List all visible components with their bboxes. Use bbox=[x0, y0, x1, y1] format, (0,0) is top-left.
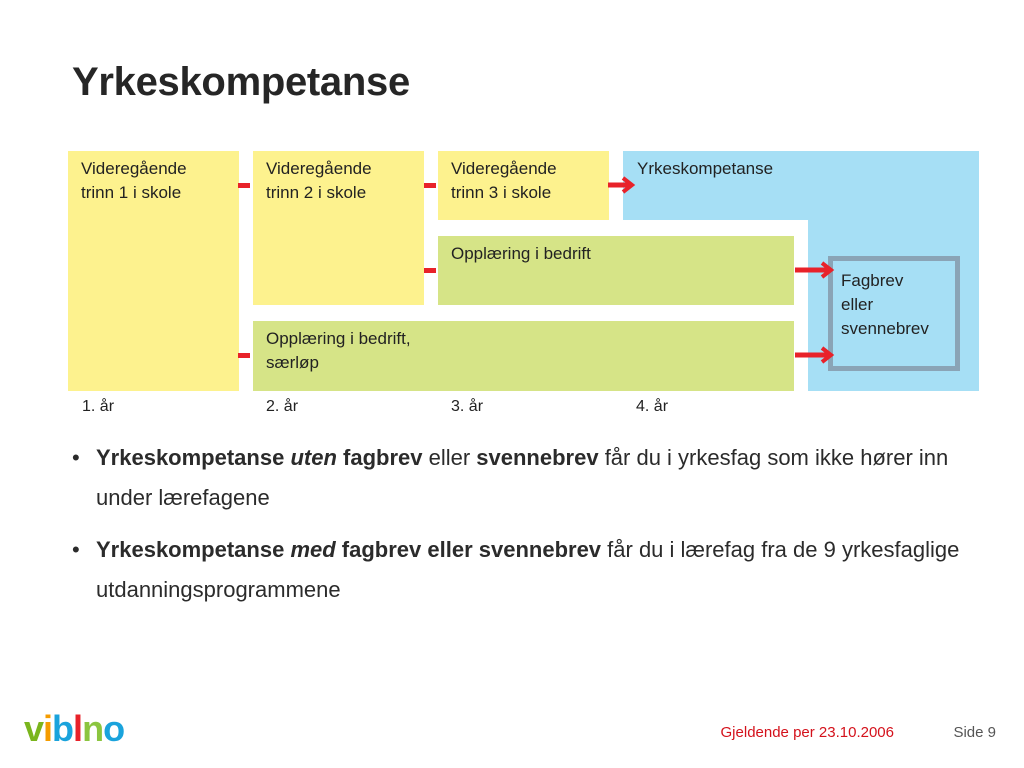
bullet-2-part-4: får du i lærefag fra de 9 yrkesfaglige utdanningsprogrammene bbox=[96, 537, 960, 602]
bullet-1-part-4: eller bbox=[422, 445, 477, 470]
bullet-dot: • bbox=[72, 537, 80, 562]
logo-letter: v bbox=[24, 708, 44, 749]
arrow-opplaering-to-fagbrev bbox=[794, 260, 836, 280]
bullet-item-1 bbox=[72, 438, 972, 518]
arrow-saerlop-to-fagbrev bbox=[794, 345, 836, 365]
year-label-4: 4. år bbox=[636, 398, 669, 415]
connector-vg2-opplaering bbox=[424, 268, 436, 273]
logo-letter: n bbox=[82, 708, 104, 749]
bullet-item-2 bbox=[72, 530, 972, 610]
box-vg3 bbox=[438, 151, 609, 220]
box-opplaering-bedrift bbox=[438, 236, 794, 305]
box-vg1-line1: Videregående bbox=[81, 159, 187, 178]
viblno-logo bbox=[24, 708, 124, 750]
bullet-2-part-2: med bbox=[290, 537, 336, 562]
box-fagbrev bbox=[828, 256, 960, 371]
bullet-2-part-1: Yrkeskompetanse bbox=[96, 537, 291, 562]
box-opplaering-saerlop bbox=[253, 321, 794, 391]
footer-page-number: Side 9 bbox=[953, 724, 996, 741]
box-vg3-line1: Videregående bbox=[451, 159, 557, 178]
logo-letter: o bbox=[103, 708, 125, 749]
box-vg2-line1: Videregående bbox=[266, 159, 372, 178]
box-vg1-line2: trinn 1 i skole bbox=[81, 183, 182, 202]
slide-title: Yrkeskompetanse bbox=[72, 60, 410, 104]
logo-letter: b bbox=[52, 708, 74, 749]
year-label-1: 1. år bbox=[82, 398, 115, 415]
bullet-dot: • bbox=[72, 445, 80, 470]
bullet-1-part-2: uten bbox=[290, 445, 337, 470]
year-label-3: 3. år bbox=[451, 398, 484, 415]
box-saerlop-line1: Opplæring i bedrift, bbox=[266, 329, 411, 348]
box-fagbrev-line3: svennebrev bbox=[841, 319, 929, 338]
arrow-to-yrkeskompetanse bbox=[607, 175, 637, 195]
bullet-1-part-3: fagbrev bbox=[336, 445, 423, 470]
bullet-1-part-5: svennebrev bbox=[476, 445, 599, 470]
logo-letter: l bbox=[73, 708, 83, 749]
box-yrkeskompetanse: Yrkeskompetanse bbox=[637, 159, 774, 178]
year-label-2: 2. år bbox=[266, 398, 299, 415]
box-saerlop-line2: særløp bbox=[266, 353, 319, 372]
box-fagbrev-line2: eller bbox=[841, 295, 874, 314]
connector-vg2-vg3 bbox=[424, 183, 436, 188]
box-vg1 bbox=[68, 151, 239, 391]
box-vg2-line2: trinn 2 i skole bbox=[266, 183, 367, 202]
logo-letter: i bbox=[43, 708, 53, 749]
connector-vg1-vg2 bbox=[238, 183, 250, 188]
bullet-1-part-1: Yrkeskompetanse bbox=[96, 445, 291, 470]
box-vg3-line2: trinn 3 i skole bbox=[451, 183, 552, 202]
box-fagbrev-line1: Fagbrev bbox=[841, 271, 904, 290]
bullet-list bbox=[72, 438, 972, 622]
bullet-1-part-6: får du i yrkesfag som ikke hører inn under lærefagene bbox=[96, 445, 949, 510]
connector-vg1-saerlop bbox=[238, 353, 250, 358]
footer-date: Gjeldende per 23.10.2006 bbox=[720, 724, 894, 741]
box-opplaering-label: Opplæring i bedrift bbox=[451, 244, 591, 263]
box-vg2 bbox=[253, 151, 424, 305]
bullet-2-part-3: fagbrev eller svennebrev bbox=[335, 537, 602, 562]
